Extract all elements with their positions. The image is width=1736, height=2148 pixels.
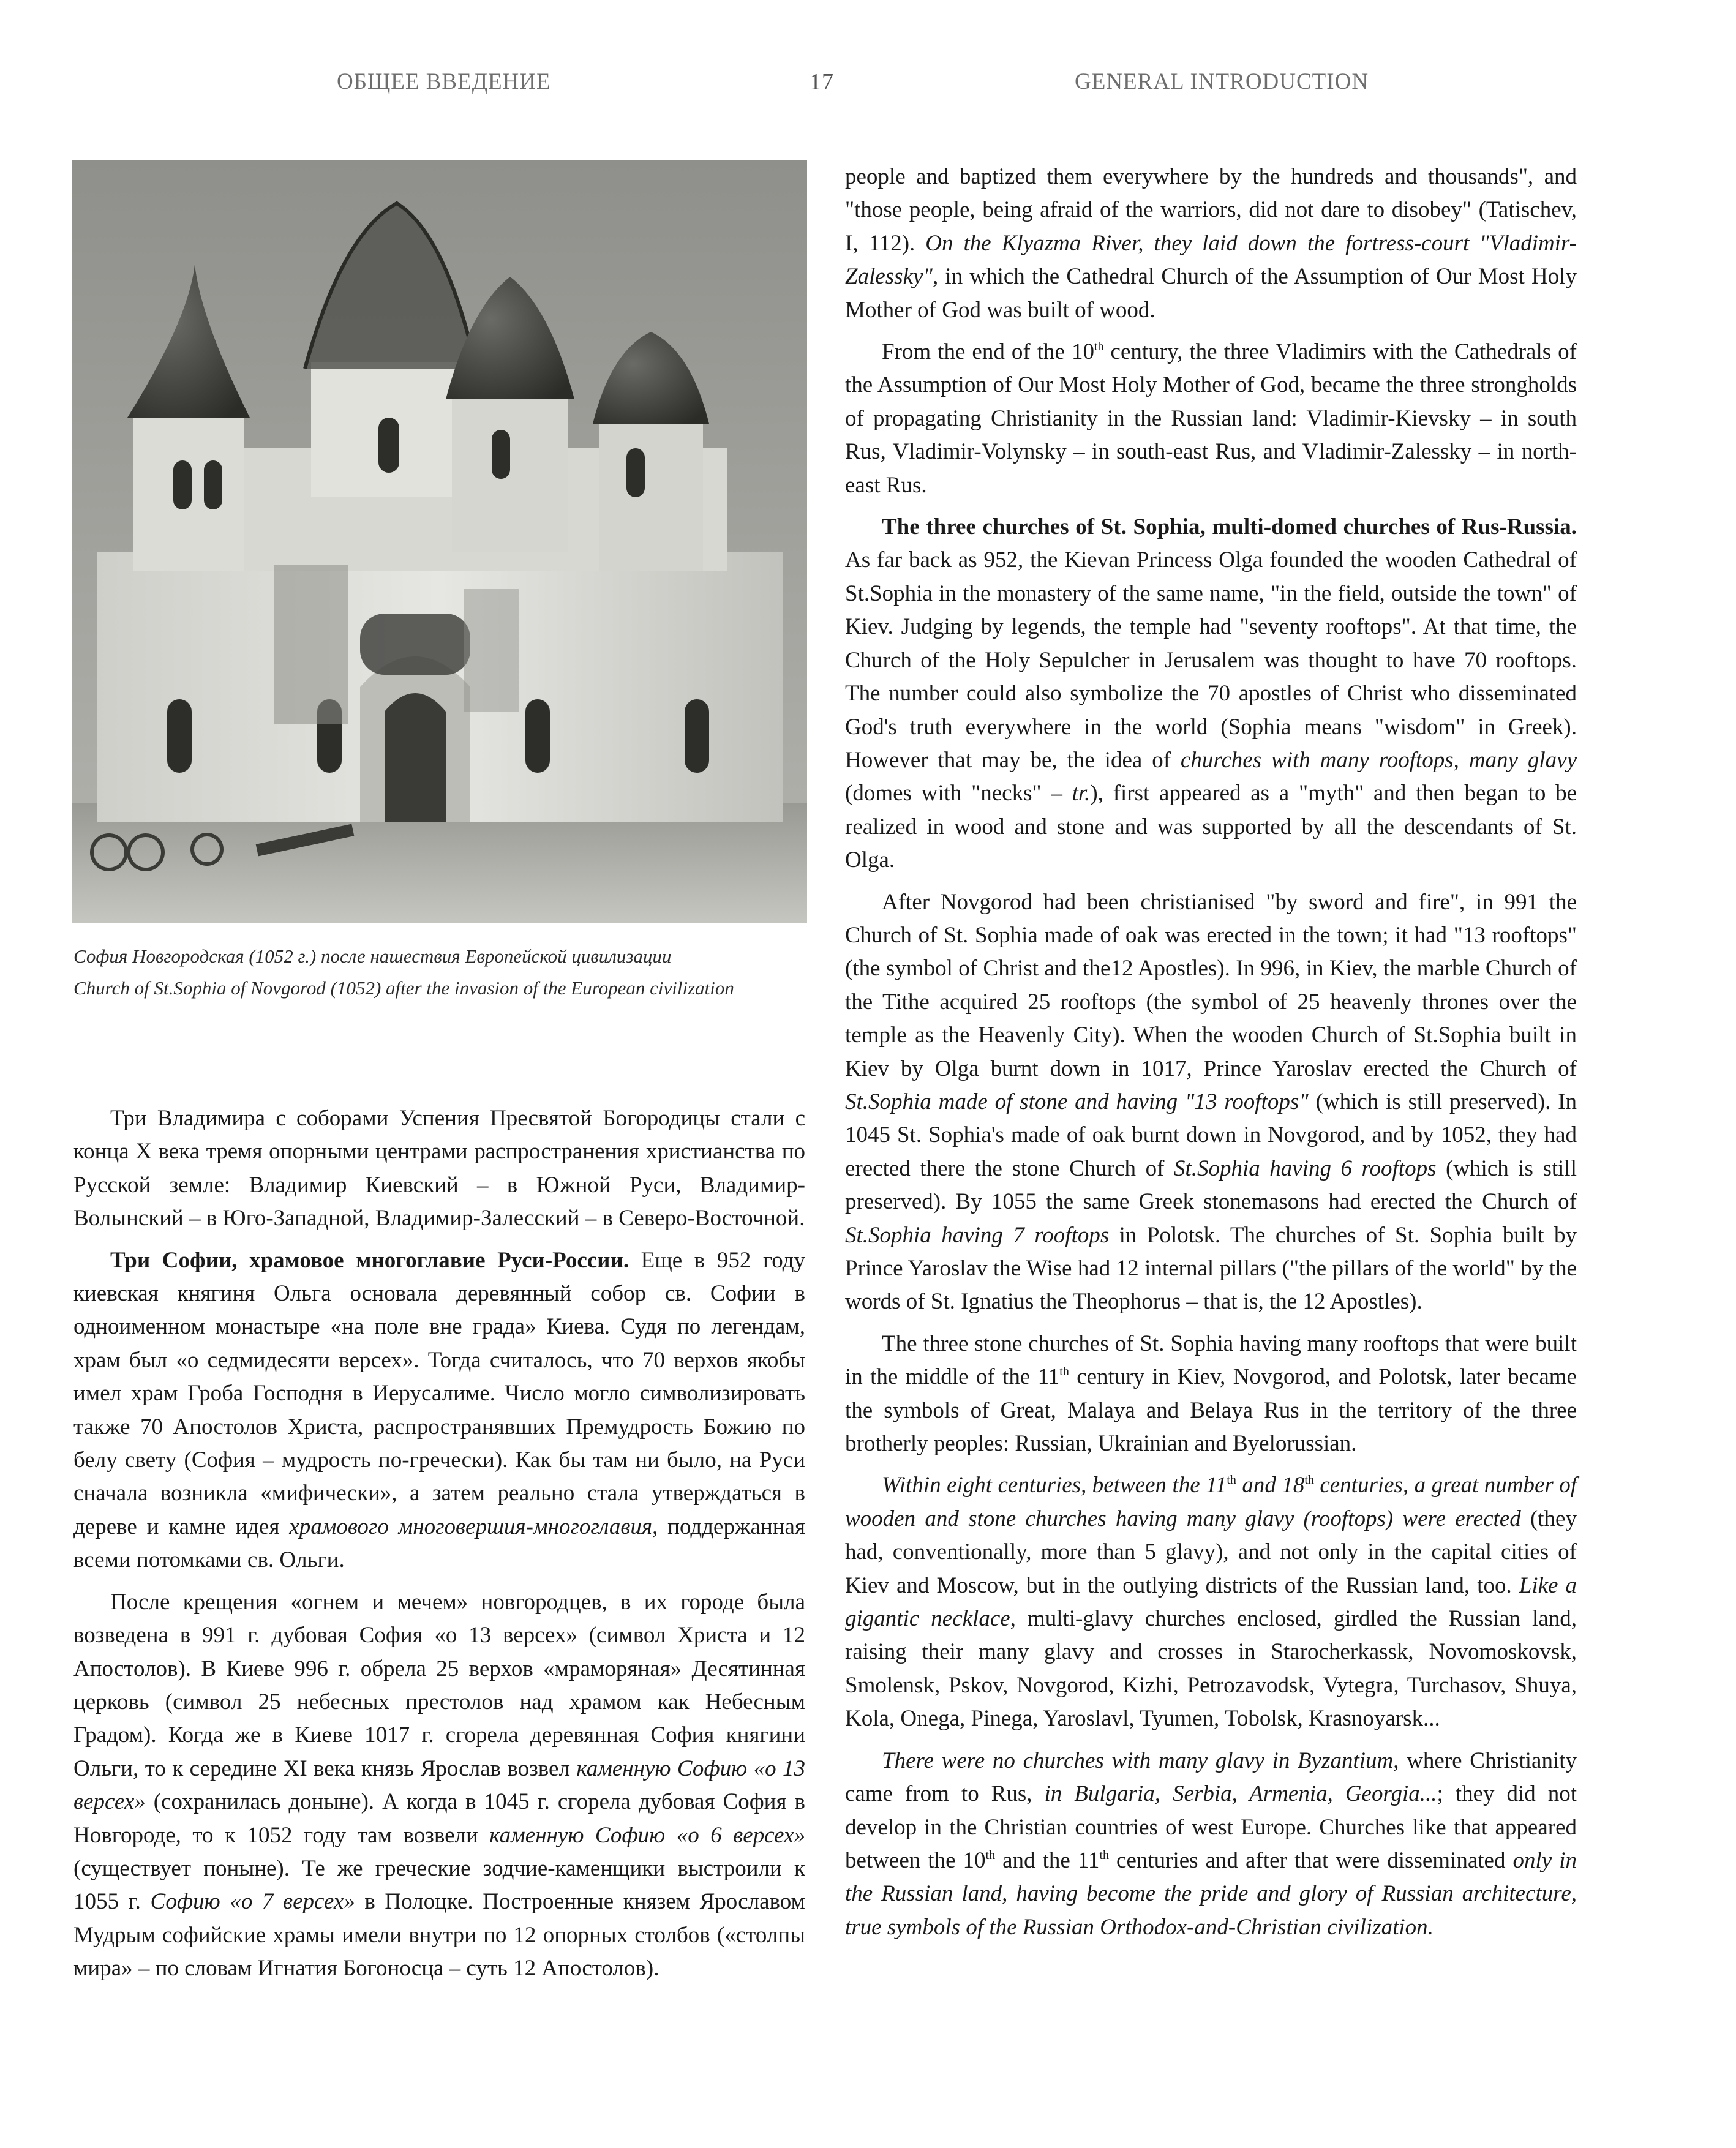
en-paragraph-1: people and baptized them everywhere by the hundreds and thousands", and "those people, being afraid of the warriors, did not dare to disobey" (Tatischev, I, 112). On the Klyazma River, they laid down the fortress-court "Vladimir-Zalessky", in which the Cathedral Church of the Assumption of Our Most Holy Mother of God was built of wood. [845, 164, 1577, 323]
en-paragraph-4: After Novgorod had been christianised "by sword and fire", in 991 the Church of St. Sophia made of oak was erected in the town; it had "13 rooftops" (the symbol of Christ and the12 Apostles). In 996, in Kiev, the marble Church of the Tithe acquired 25 rooftops (the symbol of 25 heavenly thrones over the temple as the Heavenly City). When the wooden Church of St.Sophia built in Kiev by Olga burnt down in 1017, Prince Yaroslav erected the Church of St.Sophia made of stone and having "13 rooftops" (which is still preserved). In 1045 St. Sophia's made of oak burnt down in Novgorod, and by 1052, they had erected there the stone Church of St.Sophia having 6 rooftops (which is still preserved). By 1055 the same Greek stonemasons had erected the Church of St.Sophia having 7 rooftops in Polotsk. The churches of St. Sophia built by Prince Yaroslav the Wise had 12 internal pillars ("the pillars of the world" by the words of St. Ignatius the Theophorus – that is, the 12 Apostles). [845, 889, 1577, 1315]
left-column-russian [73, 1102, 805, 1994]
figure-caption [73, 941, 839, 1004]
en-paragraph-6: Within eight centuries, between the 11th and 18th centuries, a great number of wooden and stone churches having many glavy (rooftops) were erected (they had, conventionally, more than 5 glavy), and not only in the capital cities of Kiev and Moscow, but in the outlying districts of the Russian land, too. Like a gigantic necklace, multi-glavy churches enclosed, girdled the Russian land, raising their many glavy and crosses in Starocherkassk, Novomoskovsk, Smolensk, Pskov, Novgorod, Kizhi, Petrozavodsk, Vytegra, Turchasov, Shuya, Kola, Onega, Pinega, Yaroslavl, Tyumen, Tobolsk, Krasnoyarsk... [845, 1473, 1577, 1732]
ru-paragraph-3: После крещения «огнем и мечем» новгородцев, в их городе была возведена в 991 г. дубовая София «о 13 версех» (символ Христа и 12 Апостолов). В Киеве 996 г. обрела 25 верхов «мраморяная» Десятинная церковь (символ 25 небесных престолов над храмом как Небесным Градом). Когда же в Киеве 1017 г. сгорела деревянная София княгини Ольги, то к середине XI века князь Ярослав возвел каменную Софию «о 13 версех» (сохранилась доныне). А когда в 1045 г. сгорела дубовая София в Новгороде, то к 1052 году там возвели каменную Софию «о 6 версех» (существует поныне). Те же греческие зодчие-каменщики выстроили к 1055 г. Софию «о 7 версех» в Полоцке. Построенные князем Ярославом Мудрым софийские храмы имели внутри по 12 опорных столбов («столпы мира» – по словам Игнатия Богоносца – суть 12 Апостолов). [73, 1589, 806, 1981]
church-photo [72, 160, 807, 923]
en-paragraph-3: The three churches of St. Sophia, multi-domed churches of Rus-Russia. As far back as 952, the Kievan Princess Olga founded the wooden Cathedral of St.Sophia in the monastery of the same name, "in the field, outside the town" of Kiev. Judging by legends, the temple had "seventy rooftops". At that time, the Church of the Holy Sepulcher in Jerusalem was thought to have 70 rooftops. The number could also symbolize the 70 apostles of Christ who disseminated God's truth everywhere in the world (Sophia means "wisdom" in Greek). However that may be, the idea of churches with many rooftops, many glavy (domes with "necks" – tr.), first appeared as a "myth" and then began to be realized in wood and stone and was supported by all the descendants of St. Olga. [845, 514, 1577, 873]
running-head-right: GENERAL INTRODUCTION [1075, 69, 1369, 94]
caption-russian: София Новгородская (1052 г.) после нашествия Европейской цивилизации [73, 945, 672, 967]
en-paragraph-2: From the end of the 10th century, the three Vladimirs with the Cathedrals of the Assumption of Our Most Holy Mother of God, became the three strongholds of propagating Christianity in the Russian land: Vladimir-Kievsky – in south Rus, Vladimir-Volynsky – in south-east Rus, and Vladimir-Zalessky – in north-east Rus. [845, 339, 1577, 498]
en-paragraph-7: There were no churches with many glavy in Byzantium, where Christianity came from to Rus, in Bulgaria, Serbia, Armenia, Georgia...; they did not develop in the Christian countries of west Europe. Churches like that appeared between the 10th and the 11th centuries and after that were disseminated only in the Russian land, having become the pride and glory of Russian architecture, true symbols of the Russian Orthodox-and-Christian civilization. [845, 1748, 1577, 1940]
ru-paragraph-2: Три Софии, храмовое многоглавие Руси-России. Еще в 952 году киевская княгиня Ольга основала деревянный собор св. Софии в одноименном монастыре «на поле вне града» Киева. Судя по легендам, храм был «о седмидесяти версех». Тогда считалось, что 70 верхов якобы имел храм Гроба Господня в Иерусалиме. Число могло символизировать также 70 Апостолов Христа, распространявших Премудрость Божию по белу свету (София – мудрость по-гречески). Как бы там ни было, на Руси сначала возникла «мифически», а затем реально стала утверждаться в дереве и камне идея храмового многовершия-многоглавия, поддержанная всеми потомками св. Ольги. [73, 1247, 806, 1573]
running-head-left: ОБЩЕЕ ВВЕДЕНИЕ [337, 69, 551, 94]
caption-english: Church of St.Sophia of Novgorod (1052) after the invasion of the European civilization [73, 977, 734, 999]
en-paragraph-5: The three stone churches of St. Sophia having many rooftops that were built in the middle of the 11th century in Kiev, Novgorod, and Polotsk, later became the symbols of Great, Malaya and Belaya Rus in the territory of the three brotherly peoples: Russian, Ukrainian and Byelorussian. [845, 1331, 1577, 1457]
ru-paragraph-1: Три Владимира с соборами Успения Пресвятой Богородицы стали с конца X века тремя опорными центрами распространения христианства по Русской земле: Владимир Киевский – в Южной Руси, Владимир-Волынский – в Юго-Западной, Владимир-Залесский – в Северо-Восточной. [73, 1106, 805, 1231]
en-section-heading: The three churches of St. Sophia, multi-domed churches of Rus-Russia. [882, 514, 1577, 540]
right-column-english [845, 160, 1577, 1953]
ru-section-heading: Три Софии, храмовое многоглавие Руси-России. [110, 1247, 629, 1273]
page-number: 17 [810, 69, 834, 95]
